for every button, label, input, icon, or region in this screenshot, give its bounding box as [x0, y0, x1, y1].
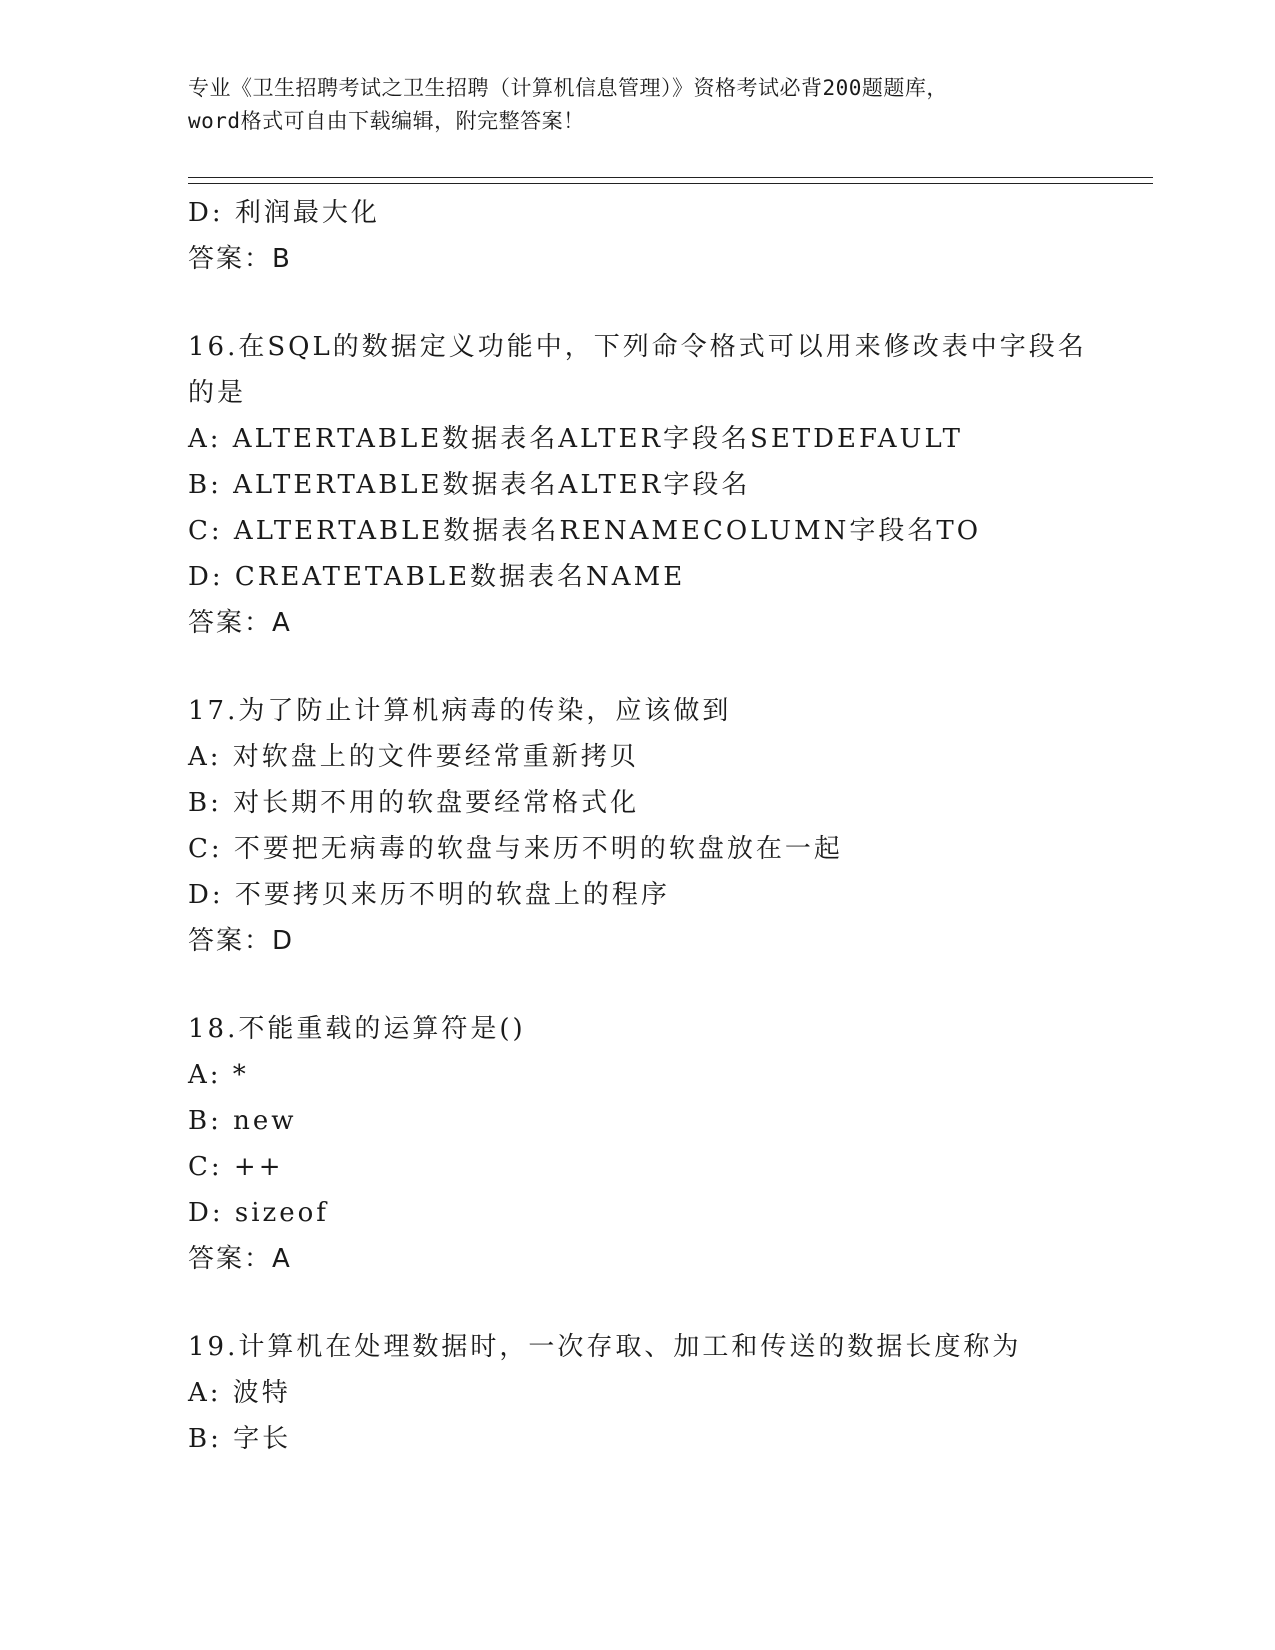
question-stem: 17.为了防止计算机病毒的传染，应该做到 — [188, 696, 732, 726]
header-title-line-1: 专业《卫生招聘考试之卫生招聘（计算机信息管理）》资格考试必背200题题库， — [188, 76, 948, 100]
spacer — [188, 964, 1128, 1006]
header-divider-top — [188, 177, 1153, 178]
option-a: A: 对软盘上的文件要经常重新拷贝 — [188, 742, 639, 772]
answer-label: 答案：B — [188, 244, 292, 274]
option-c: C: ++ — [188, 1152, 284, 1182]
option-a: A: * — [188, 1060, 249, 1090]
question-block-19 — [188, 1324, 1128, 1462]
question-block-prev — [188, 190, 1128, 282]
question-stem: 16.在SQL的数据定义功能中，下列命令格式可以用来修改表中字段名 — [188, 332, 1087, 362]
option-d: D: 利润最大化 — [188, 198, 380, 228]
header-divider-bottom — [188, 183, 1153, 184]
option-d: D: sizeof — [188, 1198, 329, 1228]
option-c: C: 不要把无病毒的软盘与来历不明的软盘放在一起 — [188, 834, 843, 864]
option-d: D: CREATETABLE数据表名NAME — [188, 562, 686, 592]
answer-label: 答案：A — [188, 608, 292, 638]
spacer — [188, 282, 1128, 324]
option-d: D: 不要拷贝来历不明的软盘上的程序 — [188, 880, 670, 910]
question-stem: 18.不能重载的运算符是() — [188, 1014, 526, 1044]
question-block-18 — [188, 1006, 1128, 1282]
option-a: A: ALTERTABLE数据表名ALTER字段名SETDEFAULT — [188, 424, 963, 454]
question-stem: 19.计算机在处理数据时，一次存取、加工和传送的数据长度称为 — [188, 1332, 1022, 1362]
option-b: B: 对长期不用的软盘要经常格式化 — [188, 788, 640, 818]
document-header — [188, 72, 1088, 138]
option-b: B: new — [188, 1106, 297, 1136]
spacer — [188, 1282, 1128, 1324]
question-block-17 — [188, 688, 1128, 964]
option-b: B: ALTERTABLE数据表名ALTER字段名 — [188, 470, 751, 500]
option-b: B: 字长 — [188, 1424, 292, 1454]
option-c: C: ALTERTABLE数据表名RENAMECOLUMN字段名TO — [188, 516, 982, 546]
option-a: A: 波特 — [188, 1378, 291, 1408]
question-list — [188, 190, 1128, 1462]
spacer — [188, 646, 1128, 688]
answer-label: 答案：A — [188, 1244, 292, 1274]
question-stem-continued: 的是 — [188, 378, 247, 408]
answer-label: 答案：D — [188, 926, 295, 956]
header-title-line-2: word格式可自由下载编辑，附完整答案！ — [188, 109, 585, 133]
question-block-16 — [188, 324, 1128, 646]
